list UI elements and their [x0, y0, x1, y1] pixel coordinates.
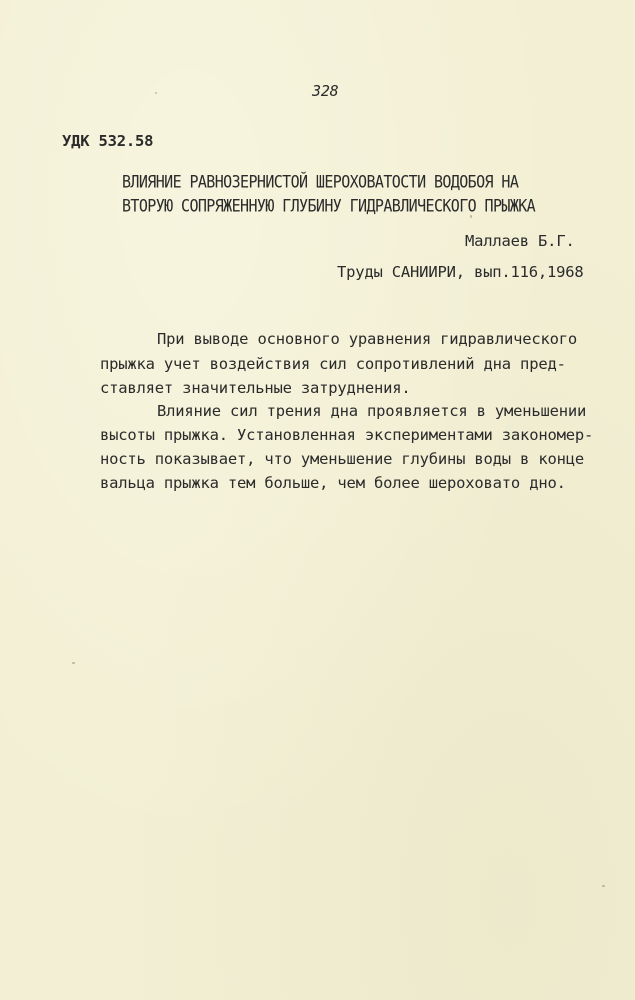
paragraph-line: ставляет значительные затруднения.	[100, 379, 411, 397]
udk-code: УДК 532.58	[62, 132, 154, 150]
paragraph-line: вальца прыжка тем больше, чем более шероховато дно.	[100, 474, 566, 492]
paragraph-line: При выводе основного уравнения гидравлического	[157, 330, 578, 348]
paper-speck	[602, 885, 605, 887]
paragraph-line: прыжка учет воздействия сил сопротивлений дна пред-	[100, 355, 566, 373]
paper-speck	[155, 92, 157, 94]
title-line-1: ВЛИЯНИЕ РАВНОЗЕРНИСТОЙ ШЕРОХОВАТОСТИ ВОДОБОЯ НА	[122, 172, 519, 193]
paragraph-line: ность показывает, что уменьшение глубины воды в конце	[100, 450, 584, 468]
paper-speck	[72, 662, 75, 664]
paragraph-line: Влияние сил трения дна проявляется в уменьшении	[157, 402, 587, 420]
page-number: 328	[312, 82, 339, 100]
paragraph-line: высоты прыжка. Установленная экспериментами закономер-	[100, 426, 594, 444]
title-line-2: ВТОРУЮ СОПРЯЖЕННУЮ ГЛУБИНУ ГИДРАВЛИЧЕСКОГО ПРЫЖКА	[122, 196, 536, 217]
paper-speck	[470, 215, 472, 218]
source-citation: Труды САНИИРИ, вып.116,1968	[337, 263, 584, 281]
author-name: Маллаев Б.Г.	[465, 232, 575, 250]
